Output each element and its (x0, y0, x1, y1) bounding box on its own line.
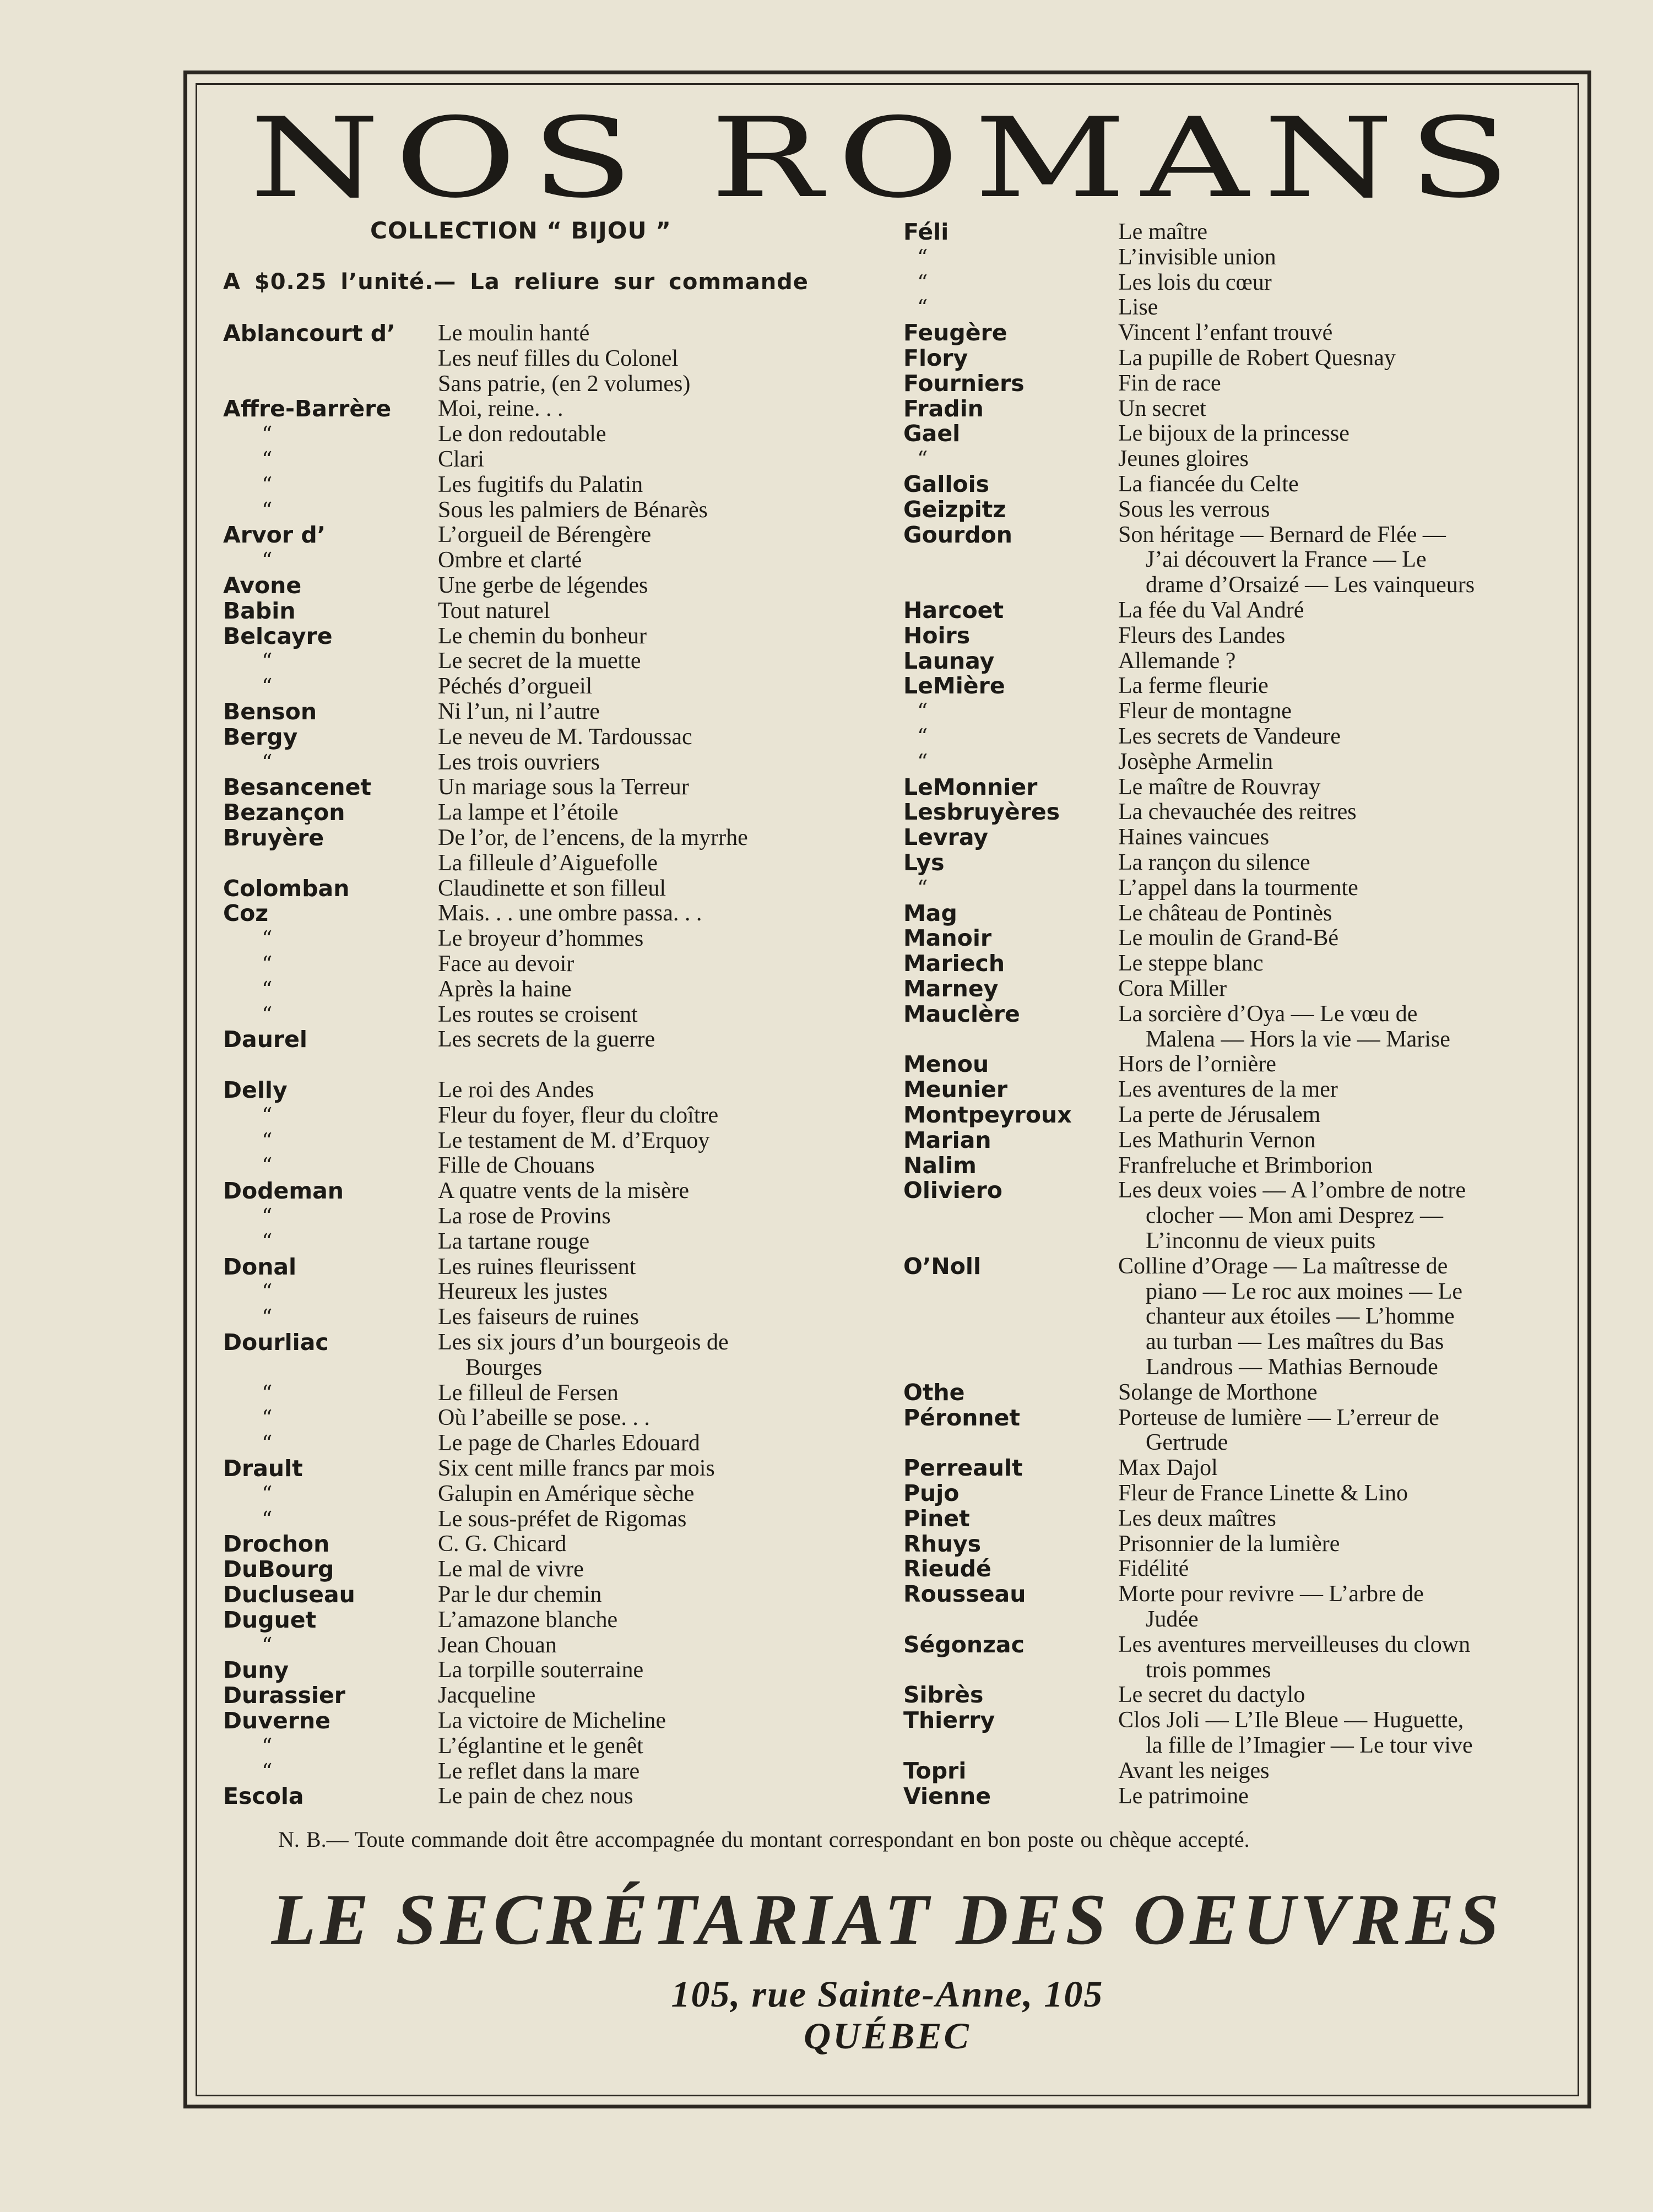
book-title: Un secret (1118, 395, 1206, 421)
ditto-mark: “ (262, 447, 273, 471)
book-title-continuation: Sans patrie, (en 2 volumes) (438, 371, 691, 397)
book-title: L’invisible union (1118, 244, 1276, 270)
book-title: Un mariage sous la Terreur (438, 774, 689, 800)
ditto-mark: “ (917, 245, 928, 269)
book-title-continuation: La filleule d’Aiguefolle (438, 850, 658, 876)
author-name: Marian (903, 1126, 991, 1153)
ditto-mark: “ (917, 295, 928, 320)
author-name: Drochon (223, 1531, 330, 1558)
book-title: Mais. . . une ombre passa. . . (438, 901, 702, 926)
book-title: Tout naturel (438, 598, 550, 624)
ditto-mark: “ (262, 1002, 273, 1027)
book-title: La rose de Provins (438, 1203, 611, 1229)
ditto-mark: “ (917, 749, 928, 774)
book-title: Prisonnier de la lumière (1118, 1531, 1340, 1557)
book-title: Ombre et clarté (438, 547, 582, 573)
author-name: Gallois (903, 471, 990, 497)
ditto-mark: “ (262, 926, 273, 951)
author-name: Lys (903, 849, 945, 876)
author-name: Ducluseau (223, 1581, 355, 1608)
ditto-mark: “ (262, 1633, 273, 1657)
author-name: Besancenet (223, 774, 372, 801)
book-title: Jeunes gloires (1118, 446, 1249, 472)
book-title: Porteuse de lumière — L’erreur de (1118, 1405, 1439, 1430)
ditto-mark: “ (262, 497, 273, 522)
publisher-name: LE SECRÉTARIAT DES OEUVRES (271, 1879, 1504, 1960)
publisher-city: QUÉBEC (804, 2015, 971, 2057)
author-name: Fradin (903, 395, 984, 422)
author-name: Colomban (223, 875, 350, 902)
ditto-mark: “ (917, 447, 928, 471)
author-name: Dourliac (223, 1329, 329, 1356)
author-name: Manoir (903, 925, 992, 952)
book-title: La lampe et l’étoile (438, 800, 619, 826)
book-title: Les secrets de Vandeure (1118, 724, 1341, 749)
book-title: Sous les verrous (1118, 496, 1270, 522)
book-title: Fidélité (1118, 1556, 1189, 1582)
book-title: Le testament de M. d’Erquoy (438, 1127, 710, 1153)
book-title: Ni l’un, ni l’autre (438, 699, 600, 724)
book-title: Après la haine (438, 976, 572, 1002)
book-title: Le sous-préfet de Rigomas (438, 1506, 687, 1532)
book-title: Son héritage — Bernard de Flée — (1118, 522, 1446, 547)
book-title: La rançon du silence (1118, 850, 1310, 875)
book-title: Les trois ouvriers (438, 749, 600, 775)
book-title: L’amazone blanche (438, 1607, 618, 1633)
book-title: Les fugitifs du Palatin (438, 471, 643, 497)
author-name: Ablancourt d’ (223, 320, 395, 346)
book-title: Où l’abeille se pose. . . (438, 1405, 650, 1431)
book-title: Jean Chouan (438, 1632, 557, 1658)
author-name: Harcoet (903, 597, 1004, 624)
book-title: Le moulin de Grand-Bé (1118, 925, 1339, 951)
book-title: La pupille de Robert Quesnay (1118, 345, 1396, 371)
book-title-continuation: trois pommes (1146, 1657, 1271, 1683)
book-title: Colline d’Orage — La maîtresse de (1118, 1253, 1448, 1279)
author-name: O’Noll (903, 1253, 982, 1280)
ditto-mark: “ (262, 548, 273, 573)
book-title: C. G. Chicard (438, 1531, 567, 1557)
author-name: Mag (903, 899, 957, 926)
author-name: Affre-Barrère (223, 395, 392, 422)
book-title: Le secret du dactylo (1118, 1682, 1305, 1708)
book-title: L’églantine et le genêt (438, 1733, 643, 1759)
ditto-mark: “ (262, 1229, 273, 1254)
author-name: Mariech (903, 950, 1005, 977)
author-name: Vienne (903, 1782, 991, 1809)
book-title-continuation: piano — Le roc aux moines — Le (1146, 1278, 1462, 1304)
book-title: Les Mathurin Vernon (1118, 1127, 1316, 1153)
ditto-mark: “ (262, 472, 273, 497)
book-title: Galupin en Amérique sèche (438, 1481, 695, 1506)
book-title: Allemande ? (1118, 648, 1236, 674)
book-title: La victoire de Micheline (438, 1708, 666, 1733)
author-name: Duverne (223, 1707, 330, 1734)
book-title-continuation: au turban — Les maîtres du Bas (1146, 1329, 1444, 1355)
book-title: Le maître de Rouvray (1118, 774, 1321, 800)
book-title: Fleur de montagne (1118, 698, 1292, 724)
book-title: Fille de Chouans (438, 1153, 595, 1179)
ditto-mark: “ (917, 724, 928, 749)
book-title: Fleur de France Linette & Lino (1118, 1481, 1408, 1506)
ditto-mark: “ (262, 422, 273, 447)
author-name: Avone (223, 572, 302, 599)
author-name: Babin (223, 597, 296, 624)
author-name: Thierry (903, 1707, 995, 1734)
author-name: Geizpitz (903, 496, 1006, 523)
ditto-mark: “ (262, 977, 273, 1001)
book-title: La fiancée du Celte (1118, 471, 1299, 497)
author-name: Péronnet (903, 1404, 1021, 1431)
ditto-mark: “ (262, 1103, 273, 1127)
book-title: Les aventures merveilleuses du clown (1118, 1631, 1471, 1657)
author-name: Ségonzac (903, 1631, 1025, 1658)
book-title: Le chemin du bonheur (438, 623, 647, 649)
book-title: Par le dur chemin (438, 1582, 602, 1607)
book-title: L’appel dans la tourmente (1118, 875, 1358, 901)
book-title: Clos Joli — L’Ile Bleue — Huguette, (1118, 1707, 1464, 1733)
author-name: Bezançon (223, 799, 345, 826)
book-title: Jacqueline (438, 1683, 536, 1709)
ditto-mark: “ (262, 1204, 273, 1228)
book-title: Max Dajol (1118, 1455, 1218, 1481)
author-name: Hoirs (903, 622, 971, 649)
book-title: La fée du Val André (1118, 598, 1304, 623)
book-title: Fleur du foyer, fleur du cloître (438, 1102, 719, 1128)
author-name: Rousseau (903, 1581, 1026, 1608)
ditto-mark: “ (262, 1305, 273, 1330)
author-name: DuBourg (223, 1556, 334, 1583)
book-title: Les deux voies — A l’ombre de notre (1118, 1178, 1466, 1203)
book-title: L’orgueil de Bérengère (438, 522, 652, 548)
author-name: Bruyère (223, 825, 324, 851)
collection-heading: COLLECTION “ BIJOU ” (370, 217, 671, 244)
book-title: La tartane rouge (438, 1228, 590, 1254)
book-title: Solange de Morthone (1118, 1379, 1318, 1405)
book-title: Péchés d’orgueil (438, 674, 593, 700)
book-title: Les secrets de la guerre (438, 1027, 655, 1053)
book-title: Haines vaincues (1118, 825, 1270, 850)
ditto-mark: “ (262, 1406, 273, 1430)
book-title: Les deux maîtres (1118, 1505, 1276, 1531)
page-title: NOS ROMANS (250, 94, 1525, 223)
author-name: Durassier (223, 1682, 345, 1709)
price-note: A $0.25 l’unité.— La reliure sur commande (223, 269, 809, 295)
book-title: Le page de Charles Edouard (438, 1430, 700, 1456)
book-title: Les ruines fleurissent (438, 1254, 636, 1280)
author-name: LeMonnier (903, 773, 1038, 800)
book-title-continuation: Bourges (465, 1354, 543, 1380)
book-title: Le pain de chez nous (438, 1783, 633, 1809)
book-title: La perte de Jérusalem (1118, 1102, 1321, 1127)
book-title: Claudinette et son filleul (438, 875, 666, 901)
author-name: Pujo (903, 1480, 960, 1506)
book-title-continuation: clocher — Mon ami Desprez — (1146, 1203, 1443, 1229)
order-note: N. B.— Toute commande doit être accompagnée du montant correspondant en bon poste ou chèque accepté. (278, 1827, 1250, 1852)
ditto-mark: “ (262, 1759, 273, 1783)
ditto-mark: “ (262, 649, 273, 674)
author-name: Gourdon (903, 521, 1012, 548)
book-title-continuation: la fille de l’Imagier — Le tour vive (1146, 1733, 1473, 1758)
book-title: Le bijoux de la princesse (1118, 421, 1350, 447)
book-title: Clari (438, 447, 484, 472)
ditto-mark: “ (262, 1431, 273, 1456)
book-title: Le patrimoine (1118, 1783, 1249, 1809)
book-title-continuation: Judée (1146, 1607, 1199, 1632)
ditto-mark: “ (262, 1506, 273, 1531)
book-title: Le neveu de M. Tardoussac (438, 724, 692, 750)
book-title-continuation: J’ai découvert la France — Le (1146, 547, 1427, 573)
book-title: Fin de race (1118, 370, 1221, 396)
ditto-mark: “ (917, 270, 928, 295)
book-title-continuation: Les neuf filles du Colonel (438, 345, 679, 371)
book-title: Le roi des Andes (438, 1077, 594, 1103)
book-title: A quatre vents de la misère (438, 1178, 690, 1204)
book-title: Moi, reine. . . (438, 396, 563, 422)
author-name: Gael (903, 420, 961, 447)
book-title: Le steppe blanc (1118, 951, 1264, 977)
author-name: Topri (903, 1757, 967, 1784)
author-name: Arvor d’ (223, 522, 326, 549)
book-title: Une gerbe de légendes (438, 573, 648, 598)
book-title: Le moulin hanté (438, 321, 590, 346)
book-title: Le reflet dans la mare (438, 1758, 640, 1784)
author-name: Flory (903, 345, 968, 371)
ditto-mark: “ (262, 952, 273, 976)
book-title: Le mal de vivre (438, 1557, 584, 1582)
book-title: Vincent l’enfant trouvé (1118, 320, 1333, 346)
book-title-continuation: Malena — Hors la vie — Marise (1146, 1026, 1450, 1052)
book-title: Les aventures de la mer (1118, 1077, 1338, 1103)
author-name: Coz (223, 900, 269, 927)
author-name: Mauclère (903, 1000, 1020, 1027)
author-name: Rhuys (903, 1530, 982, 1557)
book-title: Six cent mille francs par mois (438, 1456, 715, 1481)
book-title: Le filleul de Fersen (438, 1380, 619, 1406)
author-name: Fourniers (903, 370, 1025, 397)
author-name: Escola (223, 1783, 304, 1810)
ditto-mark: “ (262, 1380, 273, 1405)
book-title: Avant les neiges (1118, 1758, 1270, 1783)
author-name: Bergy (223, 723, 298, 750)
author-name: Perreault (903, 1455, 1023, 1482)
book-title: Hors de l’ornière (1118, 1051, 1276, 1077)
book-title: Les six jours d’un bourgeois de (438, 1330, 729, 1355)
book-title-continuation: Landrous — Mathias Bernoude (1146, 1354, 1438, 1380)
book-title-continuation: drame d’Orsaizé — Les vainqueurs (1146, 572, 1475, 598)
author-name: Drault (223, 1455, 303, 1482)
author-name: Oliviero (903, 1177, 1002, 1204)
author-name: Benson (223, 698, 317, 725)
author-name: Marney (903, 975, 999, 1002)
book-title: Cora Miller (1118, 976, 1227, 1001)
ditto-mark: “ (262, 1280, 273, 1304)
book-title: La torpille souterraine (438, 1657, 644, 1683)
author-name: Feugère (903, 319, 1007, 346)
author-name: Pinet (903, 1505, 970, 1532)
ditto-mark: “ (917, 875, 928, 900)
book-title-continuation: Gertrude (1146, 1430, 1228, 1456)
book-title: Heureux les justes (438, 1279, 608, 1305)
ditto-mark: “ (262, 1481, 273, 1506)
ditto-mark: “ (262, 750, 273, 774)
book-title: Fleurs des Landes (1118, 622, 1286, 648)
book-title: Franfreluche et Brimborion (1118, 1152, 1373, 1178)
book-title: La chevauchée des reitres (1118, 799, 1357, 825)
book-title: Les faiseurs de ruines (438, 1304, 639, 1330)
author-name: Belcayre (223, 622, 333, 649)
ditto-mark: “ (262, 1733, 273, 1758)
author-name: Sibrès (903, 1682, 984, 1709)
ditto-mark: “ (917, 699, 928, 724)
author-name: Dodeman (223, 1178, 344, 1205)
author-name: Montpeyroux (903, 1102, 1072, 1128)
author-name: Meunier (903, 1076, 1008, 1103)
book-title: Le maître (1118, 219, 1208, 245)
author-name: Lesbruyères (903, 799, 1060, 826)
book-title-continuation: L’inconnu de vieux puits (1146, 1228, 1376, 1254)
book-title: Face au devoir (438, 951, 575, 977)
book-title: Sous les palmiers de Bénarès (438, 497, 708, 523)
author-name: Delly (223, 1077, 288, 1103)
author-name: LeMière (903, 673, 1005, 700)
book-title-continuation: chanteur aux étoiles — L’homme (1146, 1304, 1455, 1330)
book-title: De l’or, de l’encens, de la myrrhe (438, 825, 748, 850)
book-title: Le don redoutable (438, 421, 606, 447)
book-title: Le château de Pontinès (1118, 900, 1332, 926)
publisher-address: 105, rue Sainte-Anne, 105 (671, 1973, 1104, 2015)
ditto-mark: “ (262, 674, 273, 699)
book-title: Les routes se croisent (438, 1001, 638, 1027)
book-title: Le secret de la muette (438, 648, 641, 674)
author-name: Rieudé (903, 1555, 991, 1582)
author-name: Launay (903, 647, 995, 674)
book-title: Le broyeur d’hommes (438, 926, 644, 952)
author-name: Duny (223, 1657, 289, 1684)
author-name: Levray (903, 824, 989, 851)
book-title: Lise (1118, 295, 1158, 321)
author-name: Othe (903, 1379, 965, 1406)
author-name: Féli (903, 219, 949, 245)
book-title: Morte pour revivre — L’arbre de (1118, 1581, 1424, 1607)
book-title: La sorcière d’Oya — Le vœu de (1118, 1001, 1418, 1027)
author-name: Daurel (223, 1026, 307, 1053)
book-title: Les lois du cœur (1118, 269, 1272, 295)
author-name: Donal (223, 1253, 297, 1280)
author-name: Menou (903, 1051, 989, 1078)
ditto-mark: “ (262, 1128, 273, 1153)
inner-border (196, 83, 1579, 2096)
author-name: Nalim (903, 1152, 977, 1179)
ditto-mark: “ (262, 1153, 273, 1178)
book-title: Josèphe Armelin (1118, 749, 1273, 774)
book-title: La ferme fleurie (1118, 673, 1269, 699)
author-name: Duguet (223, 1606, 317, 1633)
